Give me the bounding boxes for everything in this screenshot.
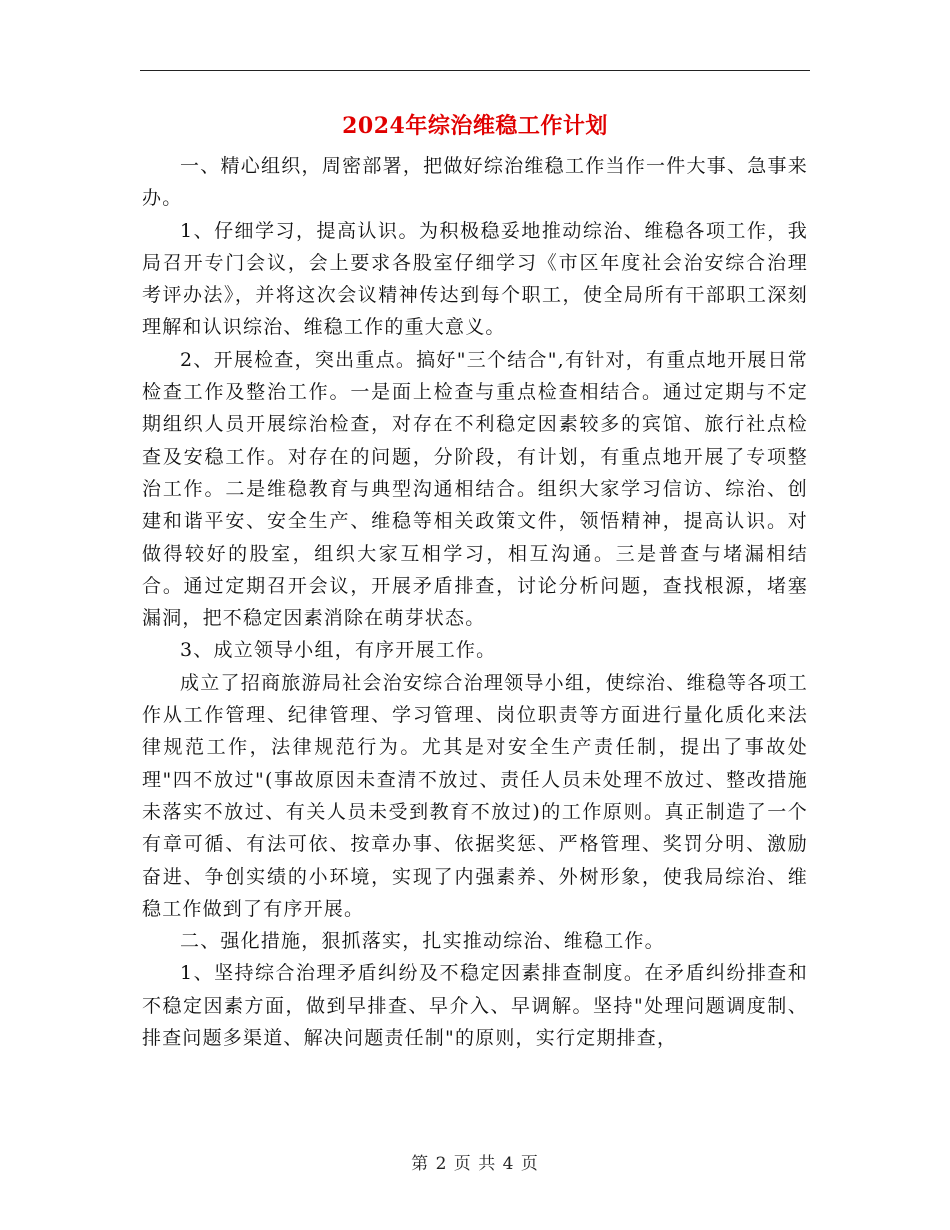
paragraph: 3、成立领导小组，有序开展工作。	[180, 639, 497, 662]
paragraph: 2、开展检查，突出重点。搞好"三个结合",有针对，有重点地开展日常检查工作及整治工作。一是面上检查与重点检查相结合。通过定期与不定期组织人员开展综治检查，对存在不利稳定因素较多的宾馆、旅行社点检查及安稳工作。对存在的问题，分阶段，有计划，有重点地开展了专项整治工作。二是维稳教育与典型沟通相结合。组织大家学习信访、综治、创建和谐平安、安全生产、维稳等相关政策文件，领悟精神，提高认识。对做得较好的股室，组织大家互相学习，相互沟通。三是普查与堵漏相结合。通过定期召开会议，开展矛盾排查，讨论分析问题，查找根源，堵塞漏洞，把不稳定因素消除在萌芽状态。	[142, 348, 808, 630]
document-body	[142, 150, 808, 1054]
paragraph: 成立了招商旅游局社会治安综合治理领导小组，使综治、维稳等各项工作从工作管理、纪律管理、学习管理、岗位职责等方面进行量化质化来法律规范工作，法律规范行为。尤其是对安全生产责任制，提出了事故处理"四不放过"(事故原因未查清不放过、责任人员未处理不放过、整改措施未落实不放过、有关人员未受到教育不放过)的工作原则。真正制造了一个有章可循、有法可依、按章办事、依据奖惩、严格管理、奖罚分明、激励奋进、争创实绩的小环境，实现了内强素养、外树形象，使我局综治、维稳工作做到了有序开展。	[142, 671, 808, 920]
paragraph: 一、精心组织，周密部署，把做好综治维稳工作当作一件大事、急事来办。	[142, 155, 808, 210]
page-number-footer: 第 2 页 共 4 页	[411, 1154, 539, 1174]
paragraph: 1、仔细学习，提高认识。为积极稳妥地推动综治、维稳各项工作，我局召开专门会议，会上要求各股室仔细学习《市区年度社会治安综合治理考评办法》，并将这次会议精神传达到每个职工，使全局所有干部职工深刻理解和认识综治、维稳工作的重大意义。	[142, 219, 808, 339]
paragraph: 二、强化措施，狠抓落实，扎实推动综治、维稳工作。	[180, 930, 665, 953]
document-title: 2024年综治维稳工作计划	[342, 113, 608, 139]
paragraph: 1、坚持综合治理矛盾纠纷及不稳定因素排查制度。在矛盾纠纷排查和不稳定因素方面，做到早排查、早介入、早调解。坚持"处理问题调度制、排查问题多渠道、解决问题责任制"的原则，实行定期排查，	[142, 962, 808, 1050]
header-rule	[140, 70, 810, 71]
